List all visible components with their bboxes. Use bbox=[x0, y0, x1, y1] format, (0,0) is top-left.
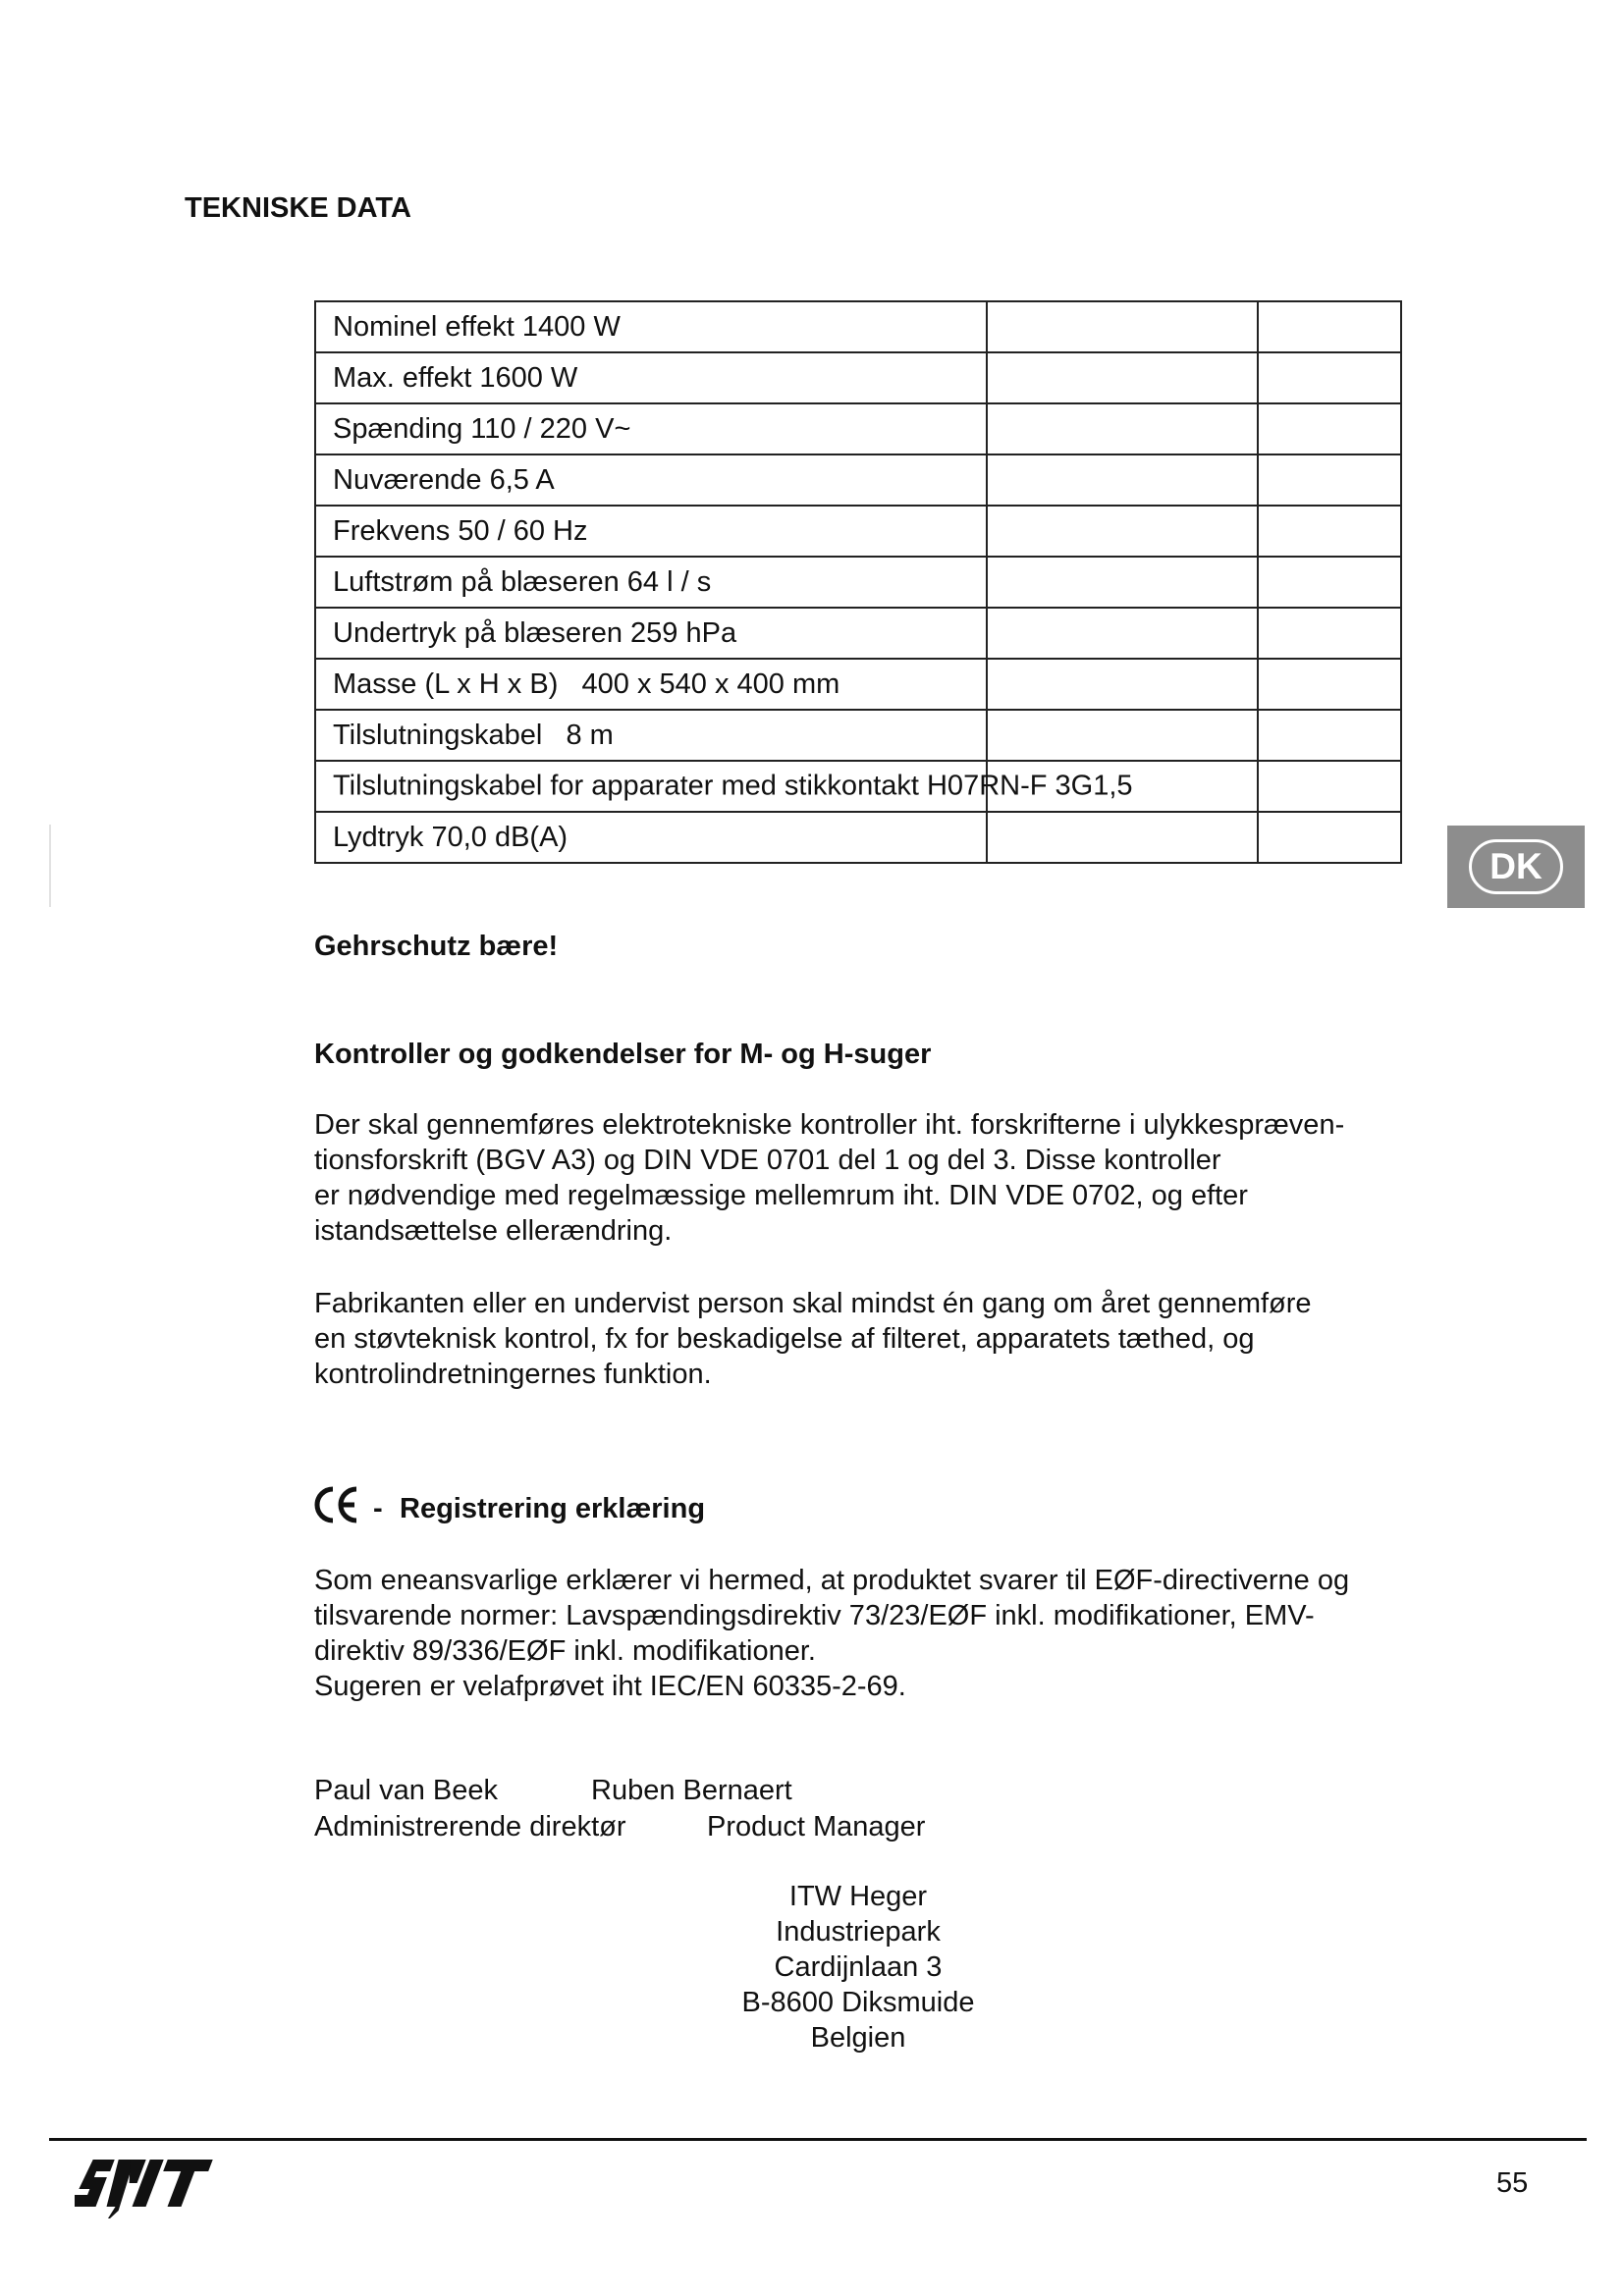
empty-cell bbox=[1258, 608, 1401, 659]
declaration-heading: Registrering erklæring bbox=[400, 1493, 706, 1524]
page-title: TEKNISKE DATA bbox=[185, 192, 411, 224]
table-row bbox=[315, 812, 1401, 863]
empty-cell bbox=[1258, 557, 1401, 608]
signatory-role: Administrerende direktør bbox=[314, 1811, 626, 1842]
spec-cell: Spænding 110 / 220 V~ bbox=[315, 403, 987, 454]
empty-cell bbox=[1258, 506, 1401, 557]
empty-cell bbox=[1258, 454, 1401, 506]
table-row bbox=[315, 301, 1401, 352]
controls-paragraph-1 bbox=[314, 1107, 1344, 1249]
empty-cell bbox=[1258, 301, 1401, 352]
language-badge bbox=[1447, 826, 1585, 908]
spec-cell: Max. effekt 1600 W bbox=[315, 352, 987, 403]
company-address bbox=[662, 1879, 1055, 2056]
table-row bbox=[315, 608, 1401, 659]
empty-cell bbox=[1258, 812, 1401, 863]
table-row bbox=[315, 761, 1401, 812]
table-row bbox=[315, 352, 1401, 403]
spec-cell: Frekvens 50 / 60 Hz bbox=[315, 506, 987, 557]
side-divider bbox=[49, 825, 51, 907]
spec-cell: Tilslutningskabel 8 m bbox=[315, 710, 987, 761]
declaration-text bbox=[314, 1563, 1349, 1704]
empty-cell bbox=[987, 557, 1258, 608]
controls-heading: Kontroller og godkendelser for M- og H-suger bbox=[314, 1039, 932, 1070]
spec-cell bbox=[315, 761, 1133, 812]
paragraph-line: er nødvendige med regelmæssige mellemrum iht. DIN VDE 0702, og efter bbox=[314, 1180, 1248, 1211]
spec-cell: Undertryk på blæseren 259 hPa bbox=[315, 608, 987, 659]
empty-cell bbox=[987, 812, 1258, 863]
paragraph-line: tilsvarende normer: Lavspændingsdirektiv 73/23/EØF inkl. modifikationer, EMV- bbox=[314, 1600, 1315, 1631]
page-number: 55 bbox=[1496, 2167, 1529, 2199]
paragraph-line: direktiv 89/336/EØF inkl. modifikationer. bbox=[314, 1635, 816, 1667]
empty-cell bbox=[987, 454, 1258, 506]
ce-mark-icon bbox=[312, 1486, 361, 1523]
table-row bbox=[315, 454, 1401, 506]
paragraph-line: Som eneansvarlige erklærer vi hermed, at produktet svarer til EØF-directiverne og bbox=[314, 1565, 1350, 1596]
paragraph-line: Sugeren er velafprøvet iht IEC/EN 60335-2-69. bbox=[314, 1671, 906, 1702]
language-badge-label: DK bbox=[1469, 839, 1563, 894]
table-row bbox=[315, 659, 1401, 710]
empty-cell bbox=[1258, 403, 1401, 454]
address-line: Industriepark bbox=[776, 1916, 941, 1948]
paragraph-line: kontrolindretningernes funktion. bbox=[314, 1359, 712, 1390]
ce-dash: - bbox=[373, 1493, 383, 1524]
table-row bbox=[315, 710, 1401, 761]
spit-logo bbox=[75, 2154, 214, 2224]
empty-cell bbox=[1258, 710, 1401, 761]
spec-cell: Lydtryk 70,0 dB(A) bbox=[315, 812, 987, 863]
paragraph-line: en støvteknisk kontrol, fx for beskadigelse af filteret, apparatets tæthed, og bbox=[314, 1323, 1255, 1355]
empty-cell bbox=[1258, 352, 1401, 403]
address-line: Belgien bbox=[810, 2022, 906, 2054]
empty-cell bbox=[987, 506, 1258, 557]
paragraph-line: istandsættelse ellerændring. bbox=[314, 1215, 673, 1247]
address-line: B-8600 Diksmuide bbox=[741, 1987, 975, 2018]
empty-cell bbox=[987, 608, 1258, 659]
empty-cell bbox=[987, 403, 1258, 454]
spec-text: Tilslutningskabel for apparater med stikkontakt H07RN-F 3G1,5 bbox=[333, 770, 1133, 802]
empty-cell bbox=[987, 710, 1258, 761]
specs-table bbox=[314, 300, 1402, 864]
table-row bbox=[315, 403, 1401, 454]
table-row bbox=[315, 506, 1401, 557]
signatory-name: Paul van Beek bbox=[314, 1775, 499, 1806]
empty-cell bbox=[1258, 659, 1401, 710]
paragraph-line: tionsforskrift (BGV A3) og DIN VDE 0701 del 1 og del 3. Disse kontroller bbox=[314, 1145, 1221, 1176]
empty-cell bbox=[987, 659, 1258, 710]
empty-cell bbox=[987, 352, 1258, 403]
controls-paragraph-2 bbox=[314, 1286, 1312, 1392]
spec-cell: Luftstrøm på blæseren 64 l / s bbox=[315, 557, 987, 608]
signatory-name: Ruben Bernaert bbox=[591, 1775, 792, 1806]
spec-cell: Nominel effekt 1400 W bbox=[315, 301, 987, 352]
spec-cell: Masse (L x H x B) 400 x 540 x 400 mm bbox=[315, 659, 987, 710]
empty-cell bbox=[1258, 761, 1401, 812]
table-row bbox=[315, 557, 1401, 608]
paragraph-line: Fabrikanten eller en undervist person skal mindst én gang om året gennemføre bbox=[314, 1288, 1312, 1319]
footer-rule bbox=[49, 2138, 1587, 2141]
signatory-role: Product Manager bbox=[707, 1811, 926, 1842]
address-line: ITW Heger bbox=[788, 1881, 928, 1912]
spec-cell: Nuværende 6,5 A bbox=[315, 454, 987, 506]
paragraph-line: Der skal gennemføres elektrotekniske kontroller iht. forskrifterne i ulykkespræven- bbox=[314, 1109, 1345, 1141]
empty-cell bbox=[987, 301, 1258, 352]
hearing-protection-note: Gehrschutz bære! bbox=[314, 931, 559, 962]
address-line: Cardijnlaan 3 bbox=[774, 1951, 943, 1983]
